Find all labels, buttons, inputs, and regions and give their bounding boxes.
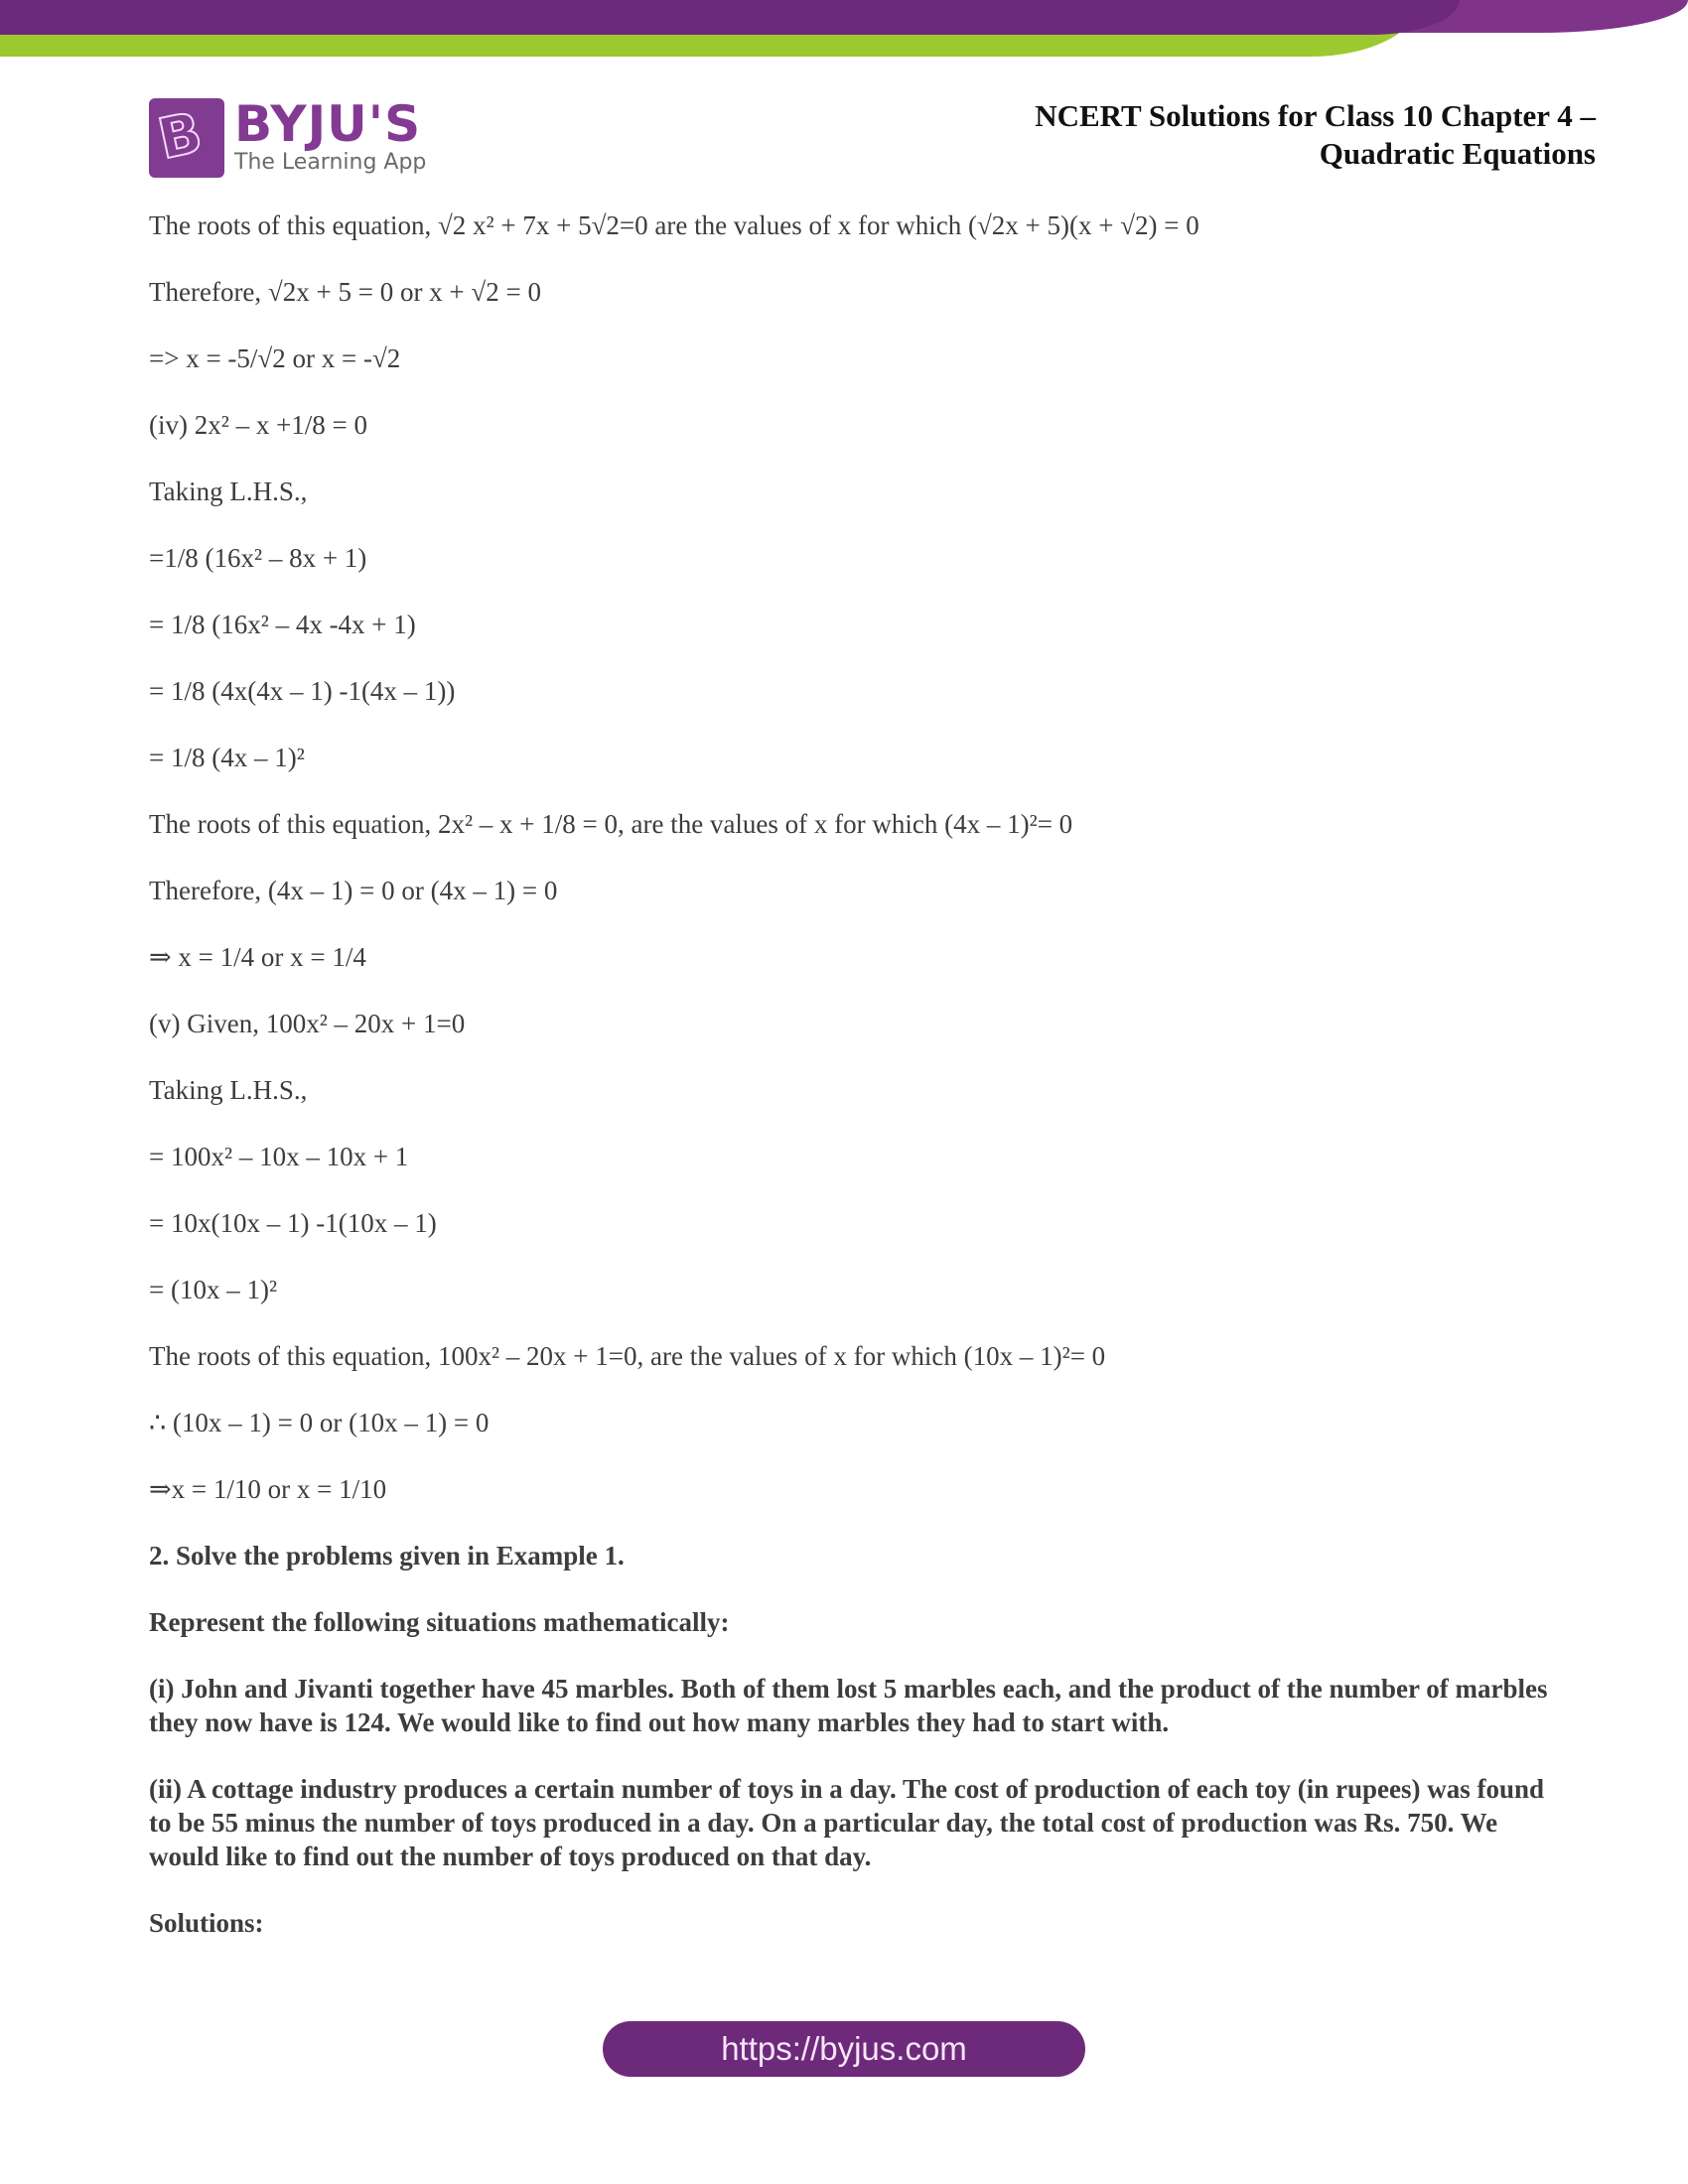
solution-line: = 1/8 (16x² – 4x -4x + 1) xyxy=(149,610,416,639)
title-line-1: NCERT Solutions for Class 10 Chapter 4 – xyxy=(1035,98,1596,133)
byjus-logo xyxy=(149,97,426,179)
solution-line: = 1/8 (4x(4x – 1) -1(4x – 1)) xyxy=(149,676,456,706)
brand-name: BYJU'S xyxy=(234,95,422,153)
solution-line: (iv) 2x² – x +1/8 = 0 xyxy=(149,410,368,440)
footer-url-link[interactable]: https://byjus.com xyxy=(603,2021,1085,2077)
byjus-b-icon: B xyxy=(149,98,224,178)
solution-line: The roots of this equation, 100x² – 20x + 1=0, are the values of x for which (10x – 1)²= 0 xyxy=(149,1341,1106,1371)
solution-line: = (10x – 1)² xyxy=(149,1275,278,1304)
instruction-text: Represent the following situations mathematically: xyxy=(149,1607,730,1637)
brand-tagline: The Learning App xyxy=(234,150,427,175)
solution-line: =1/8 (16x² – 8x + 1) xyxy=(149,543,367,573)
solution-line: The roots of this equation, 2x² – x + 1/8 = 0, are the values of x for which (4x – 1)²= 0 xyxy=(149,809,1073,839)
page-title xyxy=(1035,97,1596,173)
solution-line: ⇒x = 1/10 or x = 1/10 xyxy=(149,1474,387,1504)
document-body xyxy=(149,208,1559,1973)
problem-i: (i) John and Jivanti together have 45 marbles. Both of them lost 5 marbles each, and the product of the number of marbles they now have is 124. We would like to find out how many marbles they had to start with. xyxy=(149,1674,1548,1737)
problem-ii: (ii) A cottage industry produces a certain number of toys in a day. The cost of production of each toy (in rupees) was found to be 55 minus the number of toys produced in a day. On a particular day, the total cost of production was Rs. 750. We would like to find out the number of toys produced on that day. xyxy=(149,1774,1545,1871)
solution-line: ∴ (10x – 1) = 0 or (10x – 1) = 0 xyxy=(149,1408,490,1437)
solution-line: Therefore, √2x + 5 = 0 or x + √2 = 0 xyxy=(149,277,541,307)
solution-line: Taking L.H.S., xyxy=(149,1075,308,1105)
solution-line: ⇒ x = 1/4 or x = 1/4 xyxy=(149,942,366,972)
solution-line: Therefore, (4x – 1) = 0 or (4x – 1) = 0 xyxy=(149,876,558,905)
solution-line: Taking L.H.S., xyxy=(149,477,308,506)
solution-line: = 1/8 (4x – 1)² xyxy=(149,743,305,772)
question-heading: 2. Solve the problems given in Example 1. xyxy=(149,1541,625,1570)
title-line-2: Quadratic Equations xyxy=(1319,136,1596,171)
solutions-label: Solutions: xyxy=(149,1908,264,1938)
solution-line: (v) Given, 100x² – 20x + 1=0 xyxy=(149,1009,466,1038)
header-purple-band xyxy=(0,0,1460,35)
solution-line: => x = -5/√2 or x = -√2 xyxy=(149,343,401,373)
solution-line: = 10x(10x – 1) -1(10x – 1) xyxy=(149,1208,437,1238)
solution-line: The roots of this equation, √2 x² + 7x + 5√2=0 are the values of x for which (√2x + 5)(x + √2) = 0 xyxy=(149,210,1199,240)
solution-line: = 100x² – 10x – 10x + 1 xyxy=(149,1142,409,1171)
